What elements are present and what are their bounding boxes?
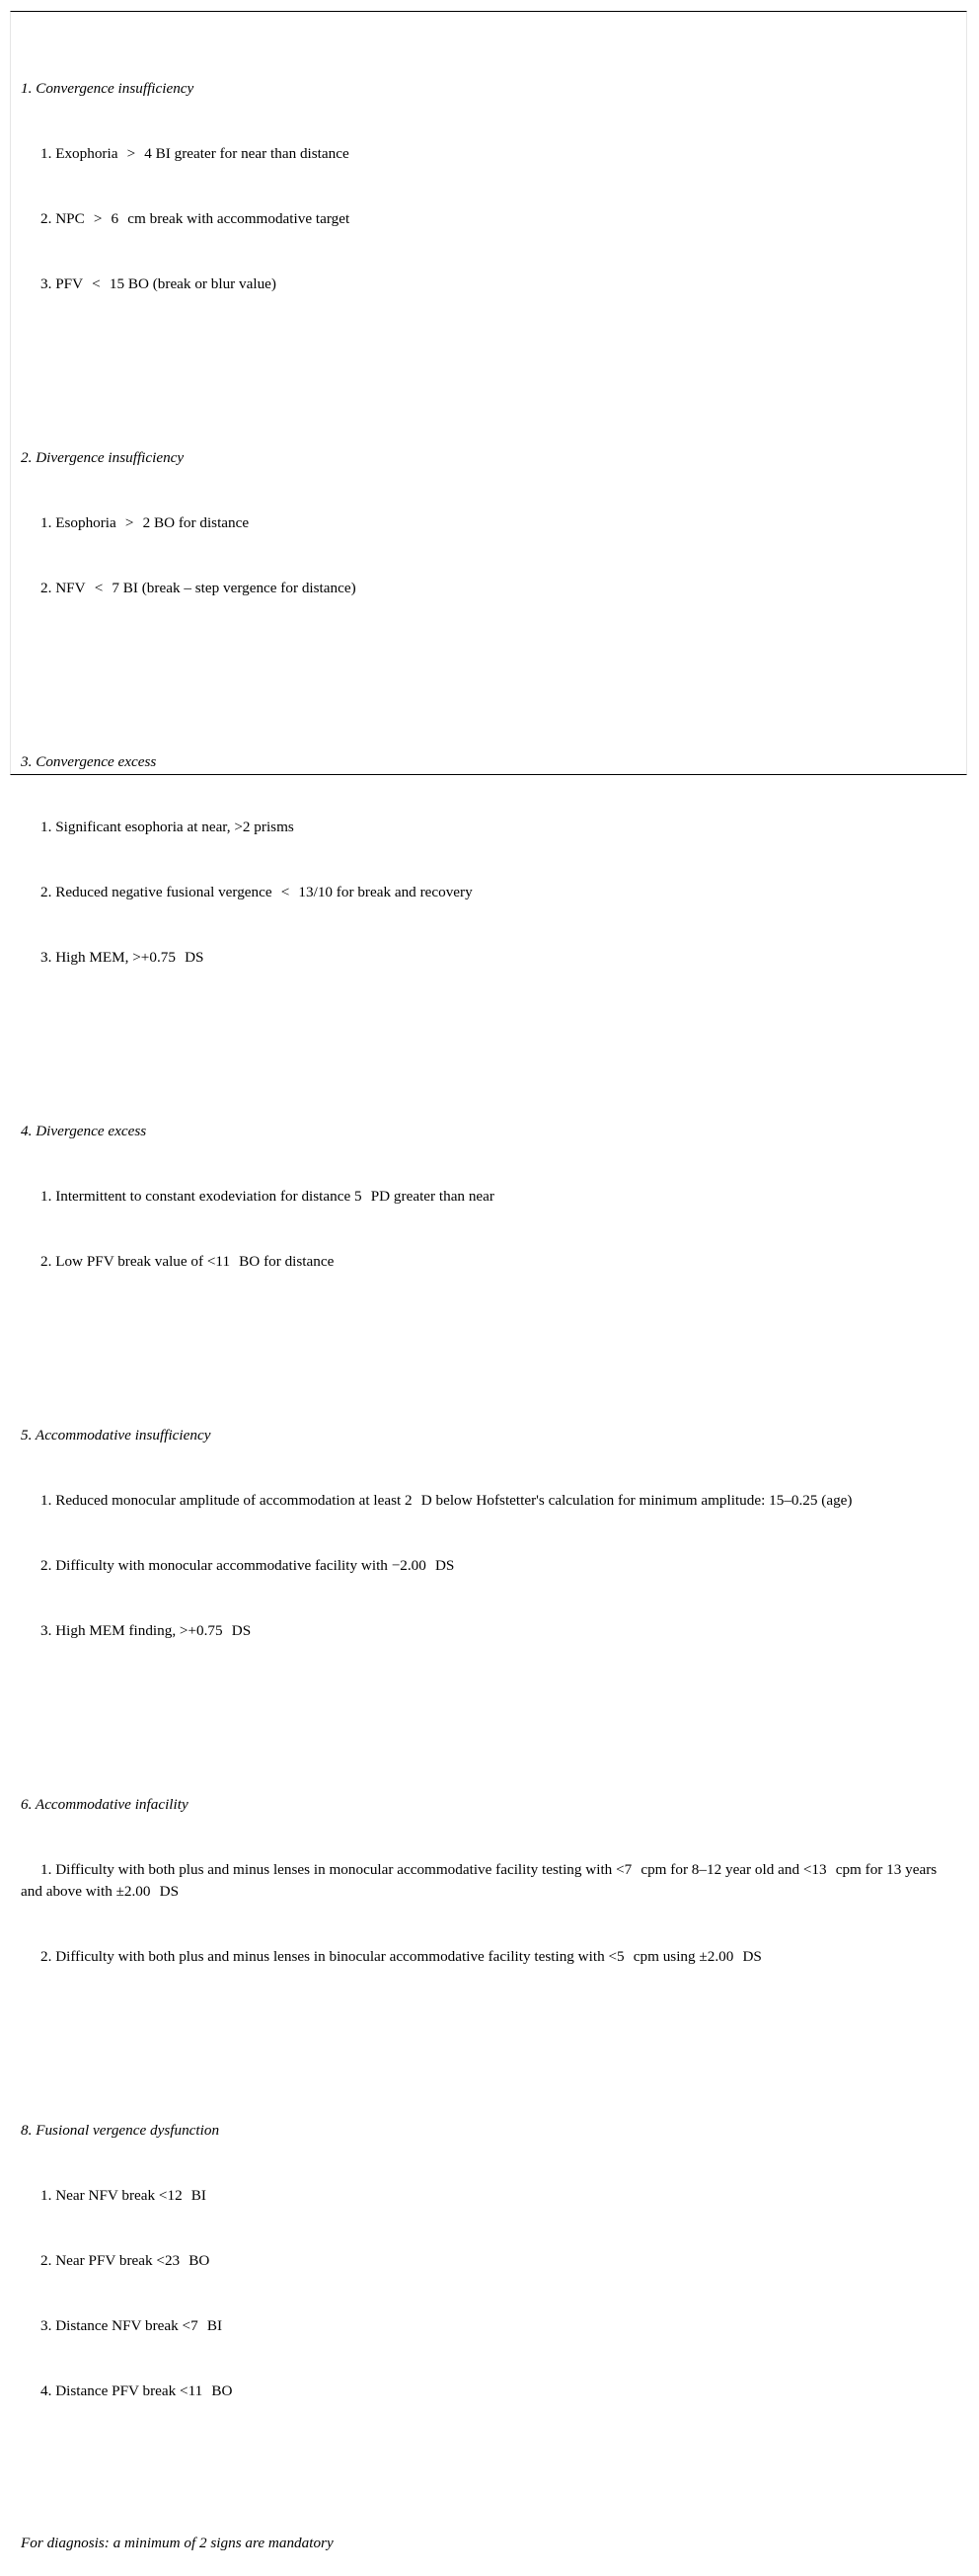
list-item: 1. Significant esophoria at near, >2 prisms: [40, 819, 294, 835]
spacer: [21, 1012, 953, 1034]
spacer: [21, 2446, 953, 2467]
list-item: 2. Low PFV break value of <11 BO for distance: [40, 1253, 335, 1270]
list-item: 2. Difficulty with monocular accommodative facility with −2.00 DS: [40, 1557, 455, 1574]
spacer: [21, 1316, 953, 1338]
list-item: 2. NFV < 7 BI (break – step vergence for distance): [40, 580, 356, 596]
list-item: 2. Difficulty with both plus and minus lenses in binocular accommodative facility testing with <5 cpm using ±2.00 DS: [40, 1948, 762, 1965]
list-item: 1. Difficulty with both plus and minus lenses in monocular accommodative facility testing with <7 cpm for 8–12 year old and <13 cpm for 13 years and above with ±2.00 DS: [21, 1861, 941, 1900]
section-title: 5. Accommodative insufficiency: [21, 1427, 211, 1444]
list-item: 3. High MEM, >+0.75 DS: [40, 949, 204, 966]
list-item: 4. Distance PFV break <11 BO: [40, 2382, 233, 2399]
list-item: 2. Reduced negative fusional vergence < 13/10 for break and recovery: [40, 884, 473, 900]
spacer: [21, 339, 953, 360]
section-title: 3. Convergence excess: [21, 753, 157, 770]
list-item: 2. Near PFV break <23 BO: [40, 2252, 210, 2269]
list-item: 1. Intermittent to constant exodeviation for distance 5 PD greater than near: [40, 1188, 494, 1205]
section-title: 6. Accommodative infacility: [21, 1796, 188, 1813]
section-title: 2. Divergence insufficiency: [21, 449, 185, 466]
table-footnote: For diagnosis: a minimum of 2 signs are mandatory: [21, 2535, 334, 2551]
section-title: 8. Fusional vergence dysfunction: [21, 2122, 220, 2139]
list-item: 1. Exophoria > 4 BI greater for near than distance: [40, 145, 349, 162]
spacer: [21, 1685, 953, 1707]
list-item: 1. Near NFV break <12 BI: [40, 2187, 206, 2204]
section-title: 4. Divergence excess: [21, 1123, 147, 1139]
list-item: 3. Distance NFV break <7 BI: [40, 2317, 223, 2334]
list-item: 1. Reduced monocular amplitude of accommodation at least 2 D below Hofstetter's calculation for minimum amplitude: 15–0.25 (age): [40, 1492, 853, 1509]
list-item: 1. Esophoria > 2 BO for distance: [40, 514, 250, 531]
section-title: 1. Convergence insufficiency: [21, 80, 194, 97]
criteria-table: [21, 13, 953, 2576]
list-item: 3. High MEM finding, >+0.75 DS: [40, 1622, 252, 1639]
list-item: 3. PFV < 15 BO (break or blur value): [40, 275, 276, 292]
spacer: [21, 643, 953, 664]
list-item: 2. NPC > 6 cm break with accommodative target: [40, 210, 350, 227]
spacer: [21, 2011, 953, 2033]
